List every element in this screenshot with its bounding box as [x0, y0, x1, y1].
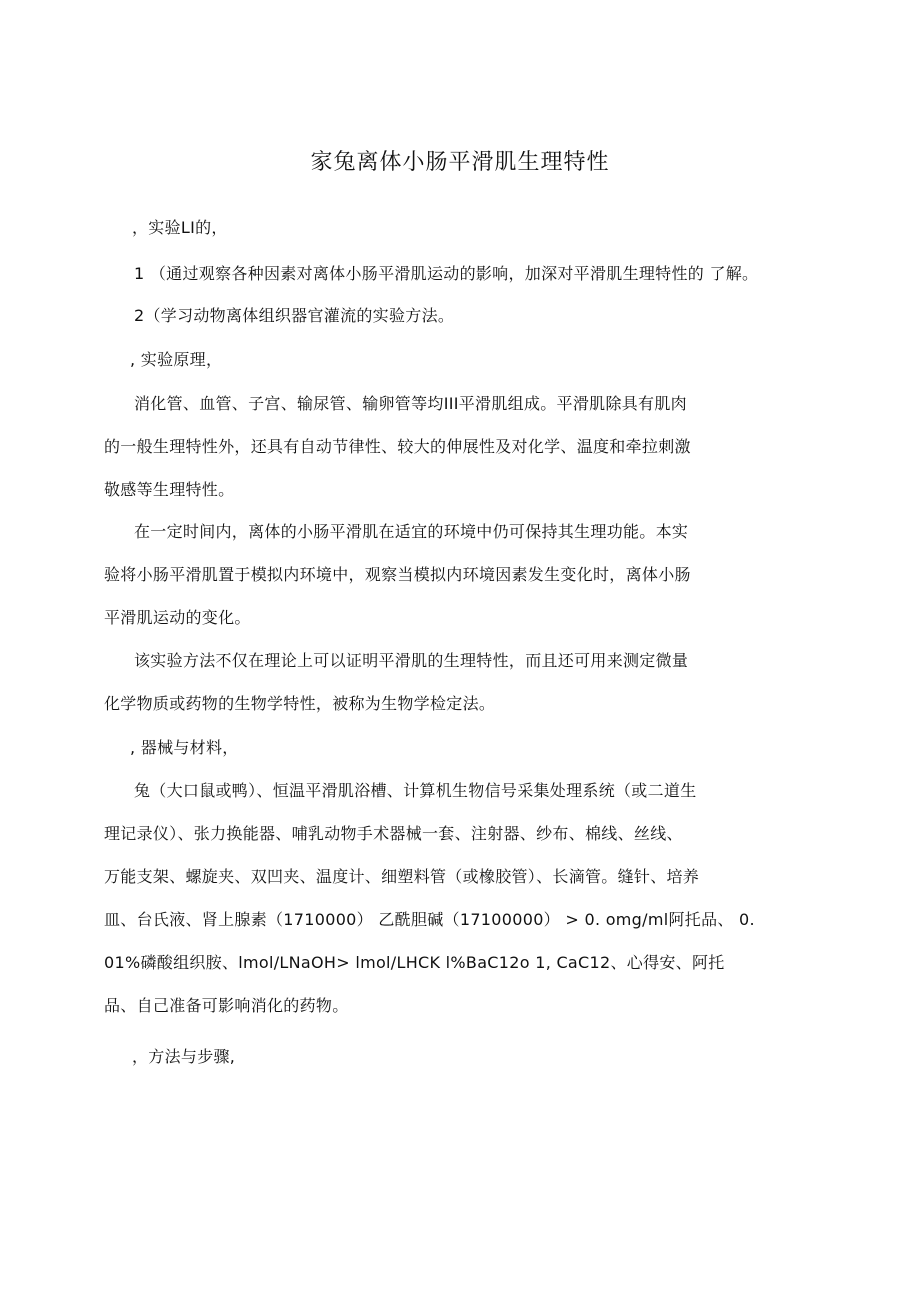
principle-para3-line-2: 化学物质或药物的生物学特性，被称为生物学检定法。 — [104, 694, 496, 713]
page-title: 家兔离体小肠平滑肌生理特性 — [310, 150, 610, 175]
principle-para1-line-3: 敬感等生理特性。 — [104, 480, 235, 499]
objective-item-2: 2（学习动物离体组织器官灌流的实验方法。 — [134, 306, 455, 325]
materials-line-2: 理记录仪）、张力换能器、哺乳动物手术器械一套、注射器、纱布、棉线、丝线、 — [104, 824, 683, 843]
materials-line-6: 品、自己准备可影响消化的药物。 — [104, 996, 349, 1015]
section-heading-methods: ，方法与步骤, — [132, 1047, 236, 1066]
objective-item-1: 1 （通过观察各种因素对离体小肠平滑肌运动的影响，加深对平滑肌生理特性的 了解。 — [134, 264, 759, 283]
principle-para2-line-2: 验将小肠平滑肌置于模拟内环境中，观察当模拟内环境因素发生变化时，离体小肠 — [104, 565, 691, 584]
principle-para2-line-1: 在一定时间内，离体的小肠平滑肌在适宜的环境中仍可保持其生理功能。本实 — [134, 522, 689, 541]
principle-para1-line-1: 消化管、血管、子宫、输尿管、输卵管等均III平滑肌组成。平滑肌除具有肌肉 — [134, 394, 687, 413]
principle-para3-line-1: 该实验方法不仅在理论上可以证明平滑肌的生理特性，而且还可用来测定微量 — [134, 651, 689, 670]
materials-line-1: 兔（大口鼠或鸭）、恒温平滑肌浴槽、计算机生物信号采集处理系统（或二道生 — [134, 781, 697, 800]
principle-para1-line-2: 的一般生理特性外，还具有自动节律性、较大的伸展性及对化学、温度和牵拉刺激 — [104, 437, 691, 456]
section-heading-objective: ，实验LI的， — [132, 218, 228, 237]
materials-line-4: 皿、台氏液、肾上腺素（1710000） 乙酰胆碱（17100000） > 0. omg/ml阿托品、 0. — [104, 910, 755, 929]
section-heading-principle: , 实验原理， — [130, 350, 223, 369]
principle-para2-line-3: 平滑肌运动的变化。 — [104, 608, 251, 627]
section-heading-materials: , 器械与材料， — [130, 738, 239, 757]
materials-line-5: 01%磷酸组织胺、lmol/LNaOH> lmol/LHCK l%BaC12o 1, CaC12、心得安、阿托 — [104, 953, 725, 972]
materials-line-3: 万能支架、螺旋夹、双凹夹、温度计、细塑料管（或橡胶管）、长滴管。缝针、培养 — [104, 867, 700, 886]
